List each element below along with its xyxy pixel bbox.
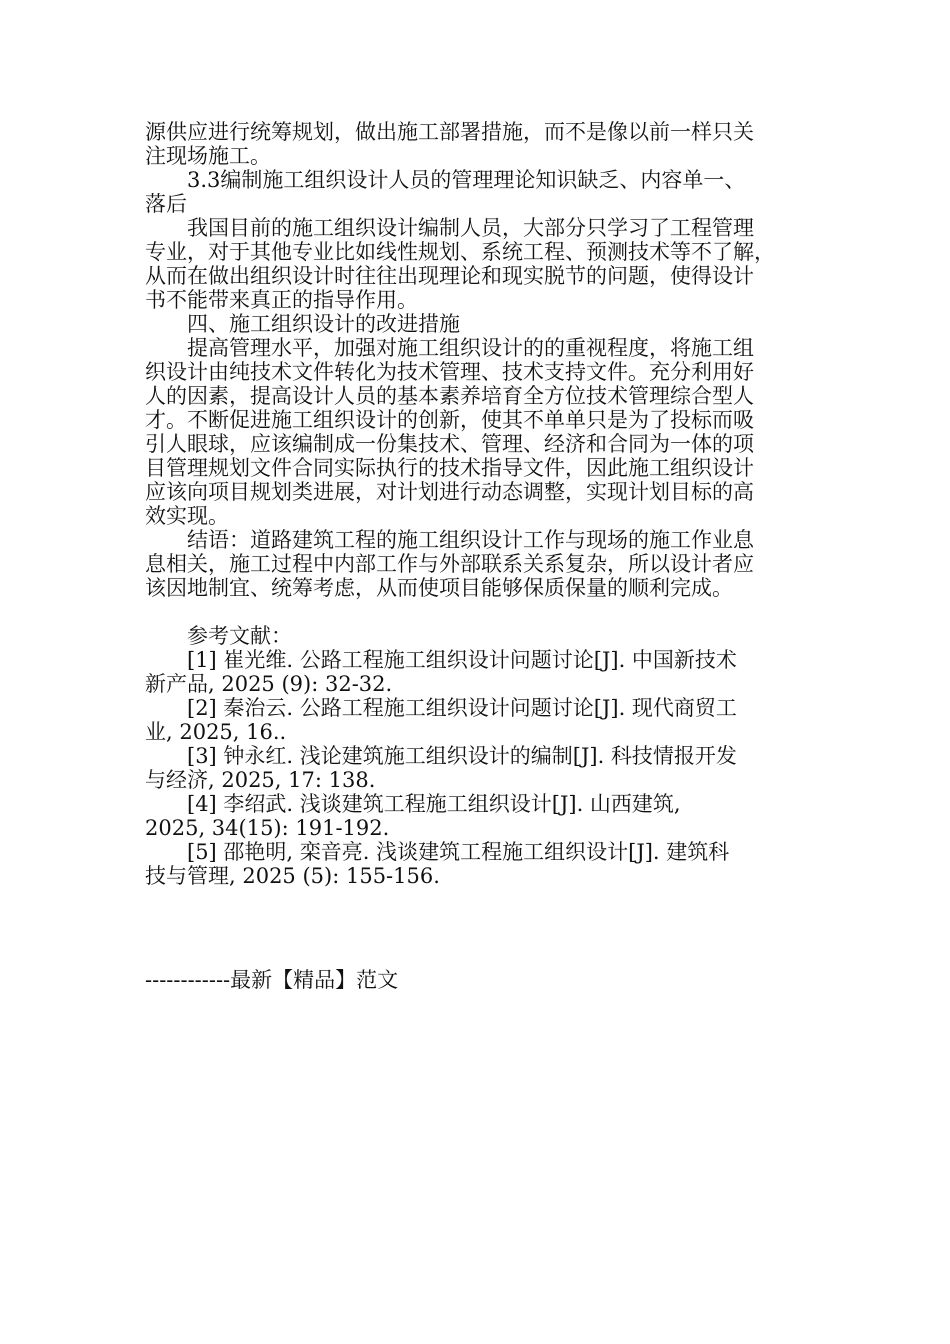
body-line: 源供应进行统筹规划，做出施工部署措施，而不是像以前一样只关 (145, 120, 754, 144)
reference-line: 新产品, 2025 (9): 32-32. (145, 672, 393, 696)
body-line: 我国目前的施工组织设计编制人员，大部分只学习了工程管理 (187, 216, 754, 240)
reference-line: [4] 李绍武. 浅谈建筑工程施工组织设计[J]. 山西建筑, (187, 792, 681, 816)
reference-line: [3] 钟永红. 浅论建筑施工组织设计的编制[J]. 科技情报开发 (187, 744, 737, 768)
body-line: 目管理规划文件合同实际执行的技术指导文件，因此施工组织设计 (145, 456, 754, 480)
body-line: 息相关，施工过程中内部工作与外部联系关系复杂，所以设计者应 (145, 552, 754, 576)
reference-line: 与经济, 2025, 17: 138. (145, 768, 376, 792)
reference-line: [2] 秦治云. 公路工程施工组织设计问题讨论[J]. 现代商贸工 (187, 696, 737, 720)
body-line: 织设计由纯技术文件转化为技术管理、技术支持文件。充分利用好 (145, 360, 754, 384)
body-line: 专业，对于其他专业比如线性规划、系统工程、预测技术等不了解， (145, 240, 775, 264)
reference-line: 2025, 34(15): 191-192. (145, 816, 390, 840)
body-line: 四、施工组织设计的改进措施 (187, 312, 460, 336)
body-line: 落后 (145, 192, 187, 216)
body-line: 3.3编制施工组织设计人员的管理理论知识缺乏、内容单一、 (187, 168, 746, 192)
footer-banner: ------------最新【精品】范文 (145, 968, 399, 992)
body-line: 提高管理水平，加强对施工组织设计的的重视程度，将施工组 (187, 336, 754, 360)
body-line: 应该向项目规划类进展，对计划进行动态调整，实现计划目标的高 (145, 480, 754, 504)
body-line: 从而在做出组织设计时往往出现理论和现实脱节的问题，使得设计 (145, 264, 754, 288)
reference-line: 技与管理, 2025 (5): 155-156. (145, 864, 440, 888)
body-line: 引人眼球，应该编制成一份集技术、管理、经济和合同为一体的项 (145, 432, 754, 456)
body-text (145, 120, 810, 600)
reference-line: [5] 邵艳明, 栾音亮. 浅谈建筑工程施工组织设计[J]. 建筑科 (187, 840, 730, 864)
body-line: 书不能带来真正的指导作用。 (145, 288, 418, 312)
body-line: 才。不断促进施工组织设计的创新，使其不单单只是为了投标而吸 (145, 408, 754, 432)
body-line: 人的因素，提高设计人员的基本素养培育全方位技术管理综合型人 (145, 384, 754, 408)
body-line: 效实现。 (145, 504, 229, 528)
body-line: 注现场施工。 (145, 144, 271, 168)
body-line: 结语：道路建筑工程的施工组织设计工作与现场的施工作业息 (187, 528, 754, 552)
document-page (145, 120, 810, 888)
reference-line: [1] 崔光维. 公路工程施工组织设计问题讨论[J]. 中国新技术 (187, 648, 737, 672)
reference-line: 业, 2025, 16.. (145, 720, 287, 744)
references-list (145, 648, 810, 888)
body-line: 该因地制宜、统筹考虑，从而使项目能够保质保量的顺利完成。 (145, 576, 733, 600)
paragraph-gap (145, 600, 810, 624)
references-heading: 参考文献： (187, 624, 292, 648)
